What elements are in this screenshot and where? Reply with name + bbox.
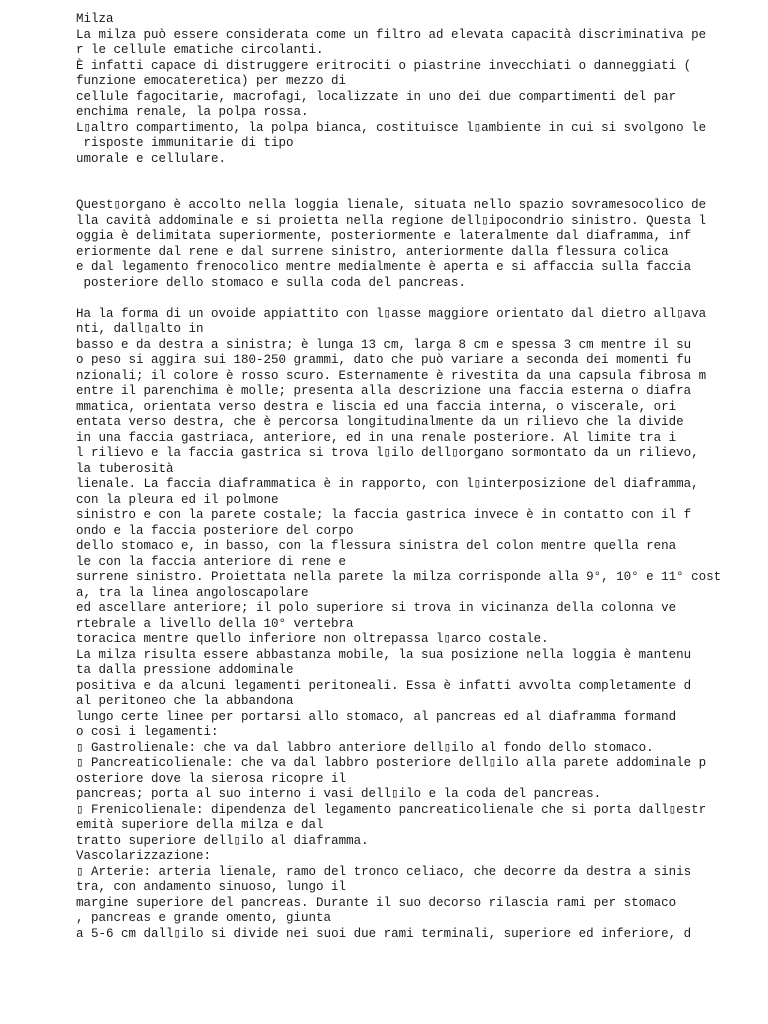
text-line: ▯ Frenicolienale: dipendenza del legamento pancreaticolienale che si porta dall▯estr [76, 802, 707, 817]
text-line: eriormente dal rene e dal surrene sinistro, anteriormente dalla flessura colica [76, 244, 669, 259]
text-line: entre il parenchima è molle; presenta alla descrizione una faccia esterna o diafra [76, 384, 692, 398]
text-line: dello stomaco e, in basso, con la flessura sinistra del colon mentre quella rena [76, 539, 677, 553]
document-page [76, 12, 756, 942]
text-line: nti, dall▯alto in [76, 322, 204, 336]
paragraph-gap [76, 291, 756, 307]
text-line: basso e da destra a sinistra; è lunga 13 cm, larga 8 cm e spessa 3 cm mentre il su [76, 337, 692, 352]
text-line: Milza [76, 12, 114, 26]
text-line: lla cavità addominale e si proietta nella regione dell▯ipocondrio sinistro. Questa l [76, 213, 707, 228]
text-line: risposte immunitarie di tipo [76, 136, 294, 150]
text-line: le con la faccia anteriore di rene e [76, 554, 347, 569]
text-line: oggia è delimitata superiormente, posteriormente e lateralmente dal diaframma, inf [76, 229, 692, 243]
text-line: Quest▯organo è accolto nella loggia lienale, situata nello spazio sovramesocolico de [76, 198, 707, 212]
text-line: nzionali; il colore è rosso scuro. Esternamente è rivestita da una capsula fibrosa m [76, 368, 707, 383]
text-line: pancreas; porta al suo interno i vasi dell▯ilo e la coda del pancreas. [76, 787, 602, 801]
text-line: posteriore dello stomaco e sulla coda del pancreas. [76, 275, 467, 290]
text-line: È infatti capace di distruggere eritrociti o piastrine invecchiati o danneggiati ( [76, 58, 692, 73]
text-line: surrene sinistro. Proiettata nella parete la milza corrisponde alla 9°, 10° e 11° cost [76, 570, 722, 584]
text-line: o così i legamenti: [76, 725, 219, 739]
paragraph-block [76, 12, 756, 167]
text-line: ▯ Arterie: arteria lienale, ramo del tronco celiaco, che decorre da destra a sinis [76, 864, 692, 879]
text-line: La milza risulta essere abbastanza mobile, la sua posizione nella loggia è mantenu [76, 647, 692, 662]
text-line: ▯ Pancreaticolienale: che va dal labbro posteriore dell▯ilo alla parete addominale p [76, 756, 707, 770]
text-line: ▯ Gastrolienale: che va dal labbro anteriore dell▯ilo al fondo dello stomaco. [76, 740, 654, 755]
text-line: funzione emocateretica) per mezzo di [76, 74, 347, 88]
text-line: ed ascellare anteriore; il polo superiore si trova in vicinanza della colonna ve [76, 601, 677, 615]
text-line: lungo certe linee per portarsi allo stomaco, al pancreas ed al diaframma formand [76, 709, 677, 724]
text-line: La milza può essere considerata come un filtro ad elevata capacità discriminativa pe [76, 27, 707, 42]
text-line: cellule fagocitarie, macrofagi, localizzate in uno dei due compartimenti del par [76, 89, 677, 104]
text-line: emità superiore della milza e dal [76, 818, 324, 832]
text-line: L▯altro compartimento, la polpa bianca, costituisce l▯ambiente in cui si svolgono le [76, 120, 707, 135]
text-line: Ha la forma di un ovoide appiattito con l▯asse maggiore orientato dal dietro all▯ava [76, 306, 707, 321]
text-line: positiva e da alcuni legamenti peritoneali. Essa è infatti avvolta completamente d [76, 678, 692, 693]
text-line: , pancreas e grande omento, giunta [76, 911, 332, 925]
text-line: rtebrale a livello della 10° vertebra [76, 616, 354, 631]
text-line: la tuberosità [76, 461, 174, 476]
text-line: toracica mentre quello inferiore non oltrepassa l▯arco costale. [76, 632, 549, 646]
text-line: ta dalla pressione addominale [76, 663, 294, 677]
text-line: osteriore dove la sierosa ricopre il [76, 771, 347, 786]
text-line: sinistro e con la parete costale; la faccia gastrica invece è in contatto con il f [76, 508, 692, 522]
text-line: umorale e cellulare. [76, 151, 227, 166]
text-line: ondo e la faccia posteriore del corpo [76, 523, 354, 538]
paragraph-block [76, 307, 756, 943]
text-line: r le cellule ematiche circolanti. [76, 43, 324, 57]
paragraph-block [76, 198, 756, 291]
text-line: lienale. La faccia diaframmatica è in rapporto, con l▯interposizione del diaframma, [76, 477, 699, 491]
text-line: in una faccia gastriaca, anteriore, ed in una renale posteriore. Al limite tra i [76, 430, 677, 445]
text-line: enchima renale, la polpa rossa. [76, 105, 309, 119]
text-line: a 5-6 cm dall▯ilo si divide nei suoi due rami terminali, superiore ed inferiore, d [76, 926, 692, 941]
text-line: e dal legamento frenocolico mentre medialmente è aperta e si affaccia sulla faccia [76, 260, 692, 274]
text-line: mmatica, orientata verso destra e liscia ed una faccia interna, o viscerale, ori [76, 399, 677, 414]
text-line: l rilievo e la faccia gastrica si trova l▯ilo dell▯organo sormontato da un rilievo, [76, 446, 699, 460]
text-line: a, tra la linea angoloscapolare [76, 585, 309, 600]
text-line: tratto superiore dell▯ilo al diaframma. [76, 833, 369, 848]
text-line: entata verso destra, che è percorsa longitudinalmente da un rilievo che la divide [76, 415, 684, 429]
text-line: margine superiore del pancreas. Durante il suo decorso rilascia rami per stomaco [76, 895, 677, 910]
text-line: con la pleura ed il polmone [76, 492, 279, 507]
text-line: al peritoneo che la abbandona [76, 694, 294, 708]
paragraph-gap [76, 167, 756, 198]
text-line: tra, con andamento sinuoso, lungo il [76, 880, 347, 894]
text-line: o peso si aggira sui 180-250 grammi, dato che può variare a seconda dei momenti fu [76, 353, 692, 367]
text-line: Vascolarizzazione: [76, 849, 212, 863]
